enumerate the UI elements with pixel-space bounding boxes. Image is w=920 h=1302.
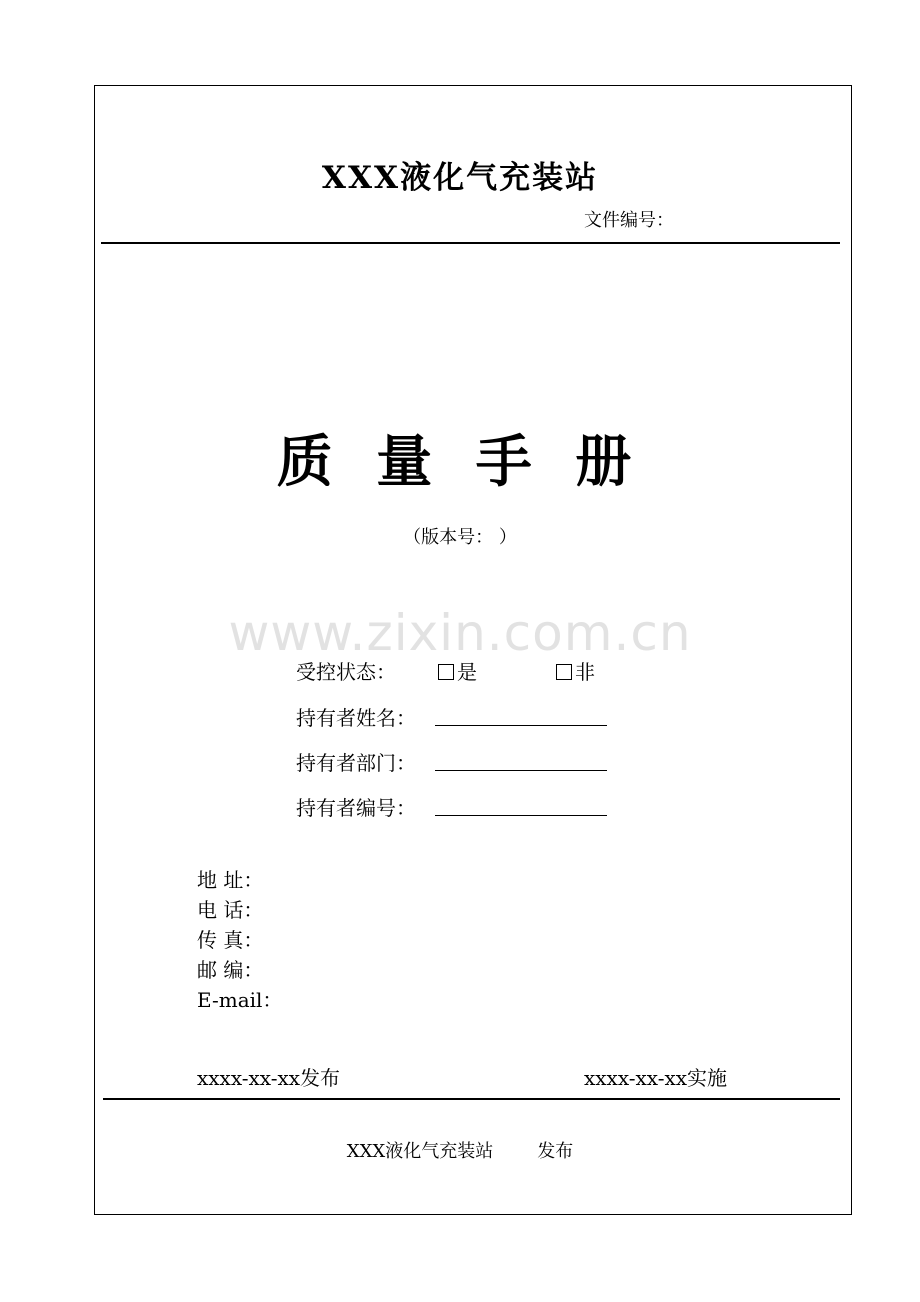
footer-company: XXX液化气充装站 xyxy=(346,1141,494,1162)
effective-date: xxxx-xx-xx实施 xyxy=(584,1066,728,1090)
holder-name-label: 持有者姓名： xyxy=(296,706,416,730)
phone-label: 电 话： xyxy=(197,898,264,922)
company-name: XXX液化气充装站 xyxy=(321,160,599,196)
header-divider xyxy=(101,242,840,244)
holder-number-label: 持有者编号： xyxy=(296,796,416,820)
email-label: E-mail： xyxy=(197,988,283,1012)
controlled-no-label: 非 xyxy=(575,660,595,684)
footer-divider xyxy=(103,1098,840,1100)
controlled-no-option[interactable] xyxy=(556,656,595,685)
address-label: 地 址： xyxy=(197,868,264,892)
controlled-yes-label: 是 xyxy=(457,660,477,684)
footer xyxy=(0,1137,920,1163)
fax-label: 传 真： xyxy=(197,928,264,952)
watermark: www.zixin.com.cn xyxy=(228,604,692,662)
checkbox-icon[interactable] xyxy=(438,664,454,680)
publish-date: xxxx-xx-xx发布 xyxy=(197,1066,341,1090)
controlled-yes-option[interactable] xyxy=(438,656,477,685)
version-label: （版本号： ） xyxy=(403,527,517,548)
footer-publish: 发布 xyxy=(537,1141,574,1162)
holder-department-field[interactable] xyxy=(435,770,607,771)
holder-number-field[interactable] xyxy=(435,815,607,816)
holder-department-label: 持有者部门： xyxy=(296,751,416,775)
document-title: 质 量 手 册 xyxy=(276,429,644,495)
document-number-label: 文件编号： xyxy=(584,210,674,231)
control-status-label: 受控状态： xyxy=(296,660,396,684)
holder-name-field[interactable] xyxy=(435,725,607,726)
checkbox-icon[interactable] xyxy=(556,664,572,680)
postcode-label: 邮 编： xyxy=(197,958,264,982)
